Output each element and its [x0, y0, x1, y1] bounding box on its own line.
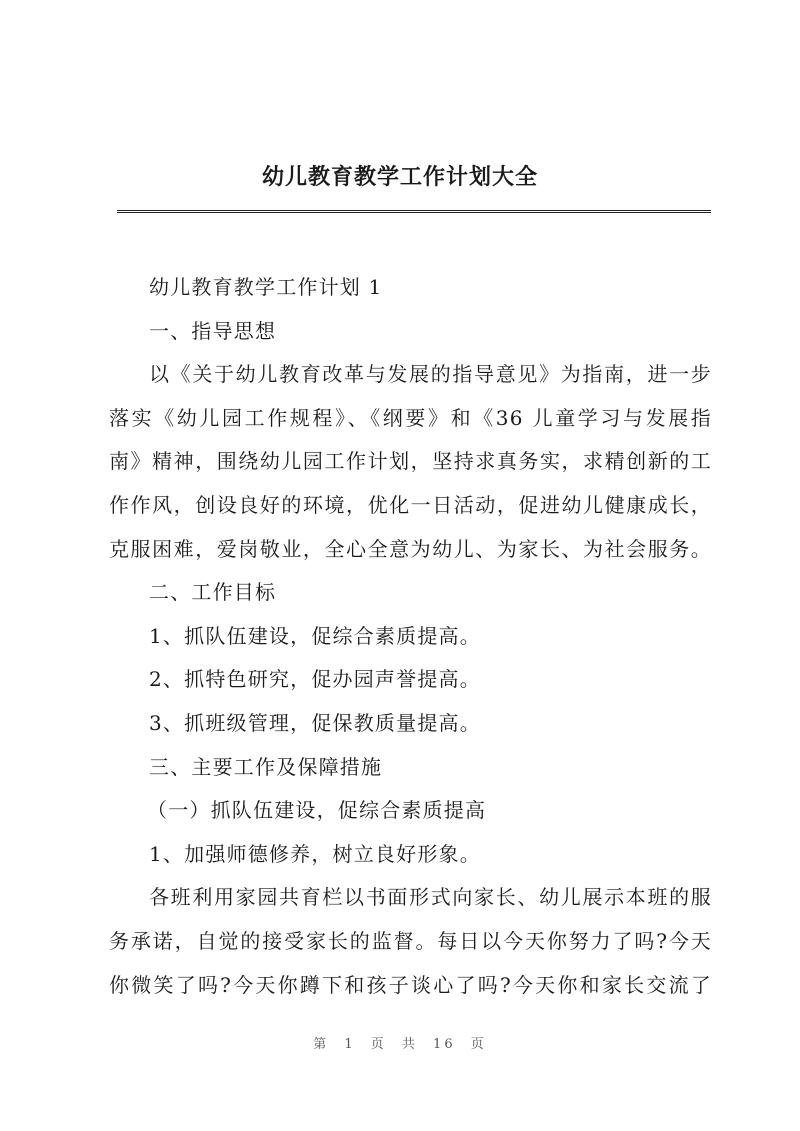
- paragraph-line: 作作风，创设良好的环境，优化一日活动，促进幼儿健康成长，: [109, 492, 712, 517]
- list-item: 3、抓班级管理，促保教质量提高。: [149, 710, 481, 735]
- paragraph-line: 南》精神，围绕幼儿园工作计划，坚持求真务实，求精创新的工: [109, 449, 712, 474]
- paragraph-line: 落实《幼儿园工作规程》、《纲要》和《36 儿童学习与发展指: [109, 405, 712, 430]
- subsection-heading: 三、主要工作及保障措施: [149, 754, 383, 779]
- paragraph-line: 务承诺，自觉的接受家长的监督。每日以今天你努力了吗?今天: [109, 928, 712, 953]
- paragraph-line: 克服困难，爱岗敬业，全心全意为幼儿、为家长、为社会服务。: [109, 536, 712, 561]
- list-item: 1、抓队伍建设，促综合素质提高。: [149, 623, 481, 648]
- list-item: 1、加强师德修养，树立良好形象。: [149, 841, 481, 866]
- paragraph-line: 以《关于幼儿教育改革与发展的指导意见》为指南，进一步: [149, 362, 712, 387]
- subsection-heading: （一）抓队伍建设，促综合素质提高: [147, 798, 487, 823]
- subsection-heading: 二、工作目标: [149, 580, 277, 605]
- page-number: 第 1 页 共 16 页: [313, 1037, 487, 1052]
- title-divider: [117, 210, 711, 213]
- paragraph-line: 各班利用家园共育栏以书面形式向家长、幼儿展示本班的服: [149, 885, 712, 910]
- document-body: [109, 266, 712, 1007]
- section-heading: 幼儿教育教学工作计划 1: [149, 275, 383, 299]
- list-item: 2、抓特色研究，促办园声誉提高。: [149, 667, 481, 692]
- paragraph-line: 你微笑了吗?今天你蹲下和孩子谈心了吗?今天你和家长交流了: [109, 972, 712, 997]
- document-title: 幼儿教育教学工作计划大全: [261, 165, 538, 190]
- subsection-heading: 一、指导思想: [149, 318, 277, 343]
